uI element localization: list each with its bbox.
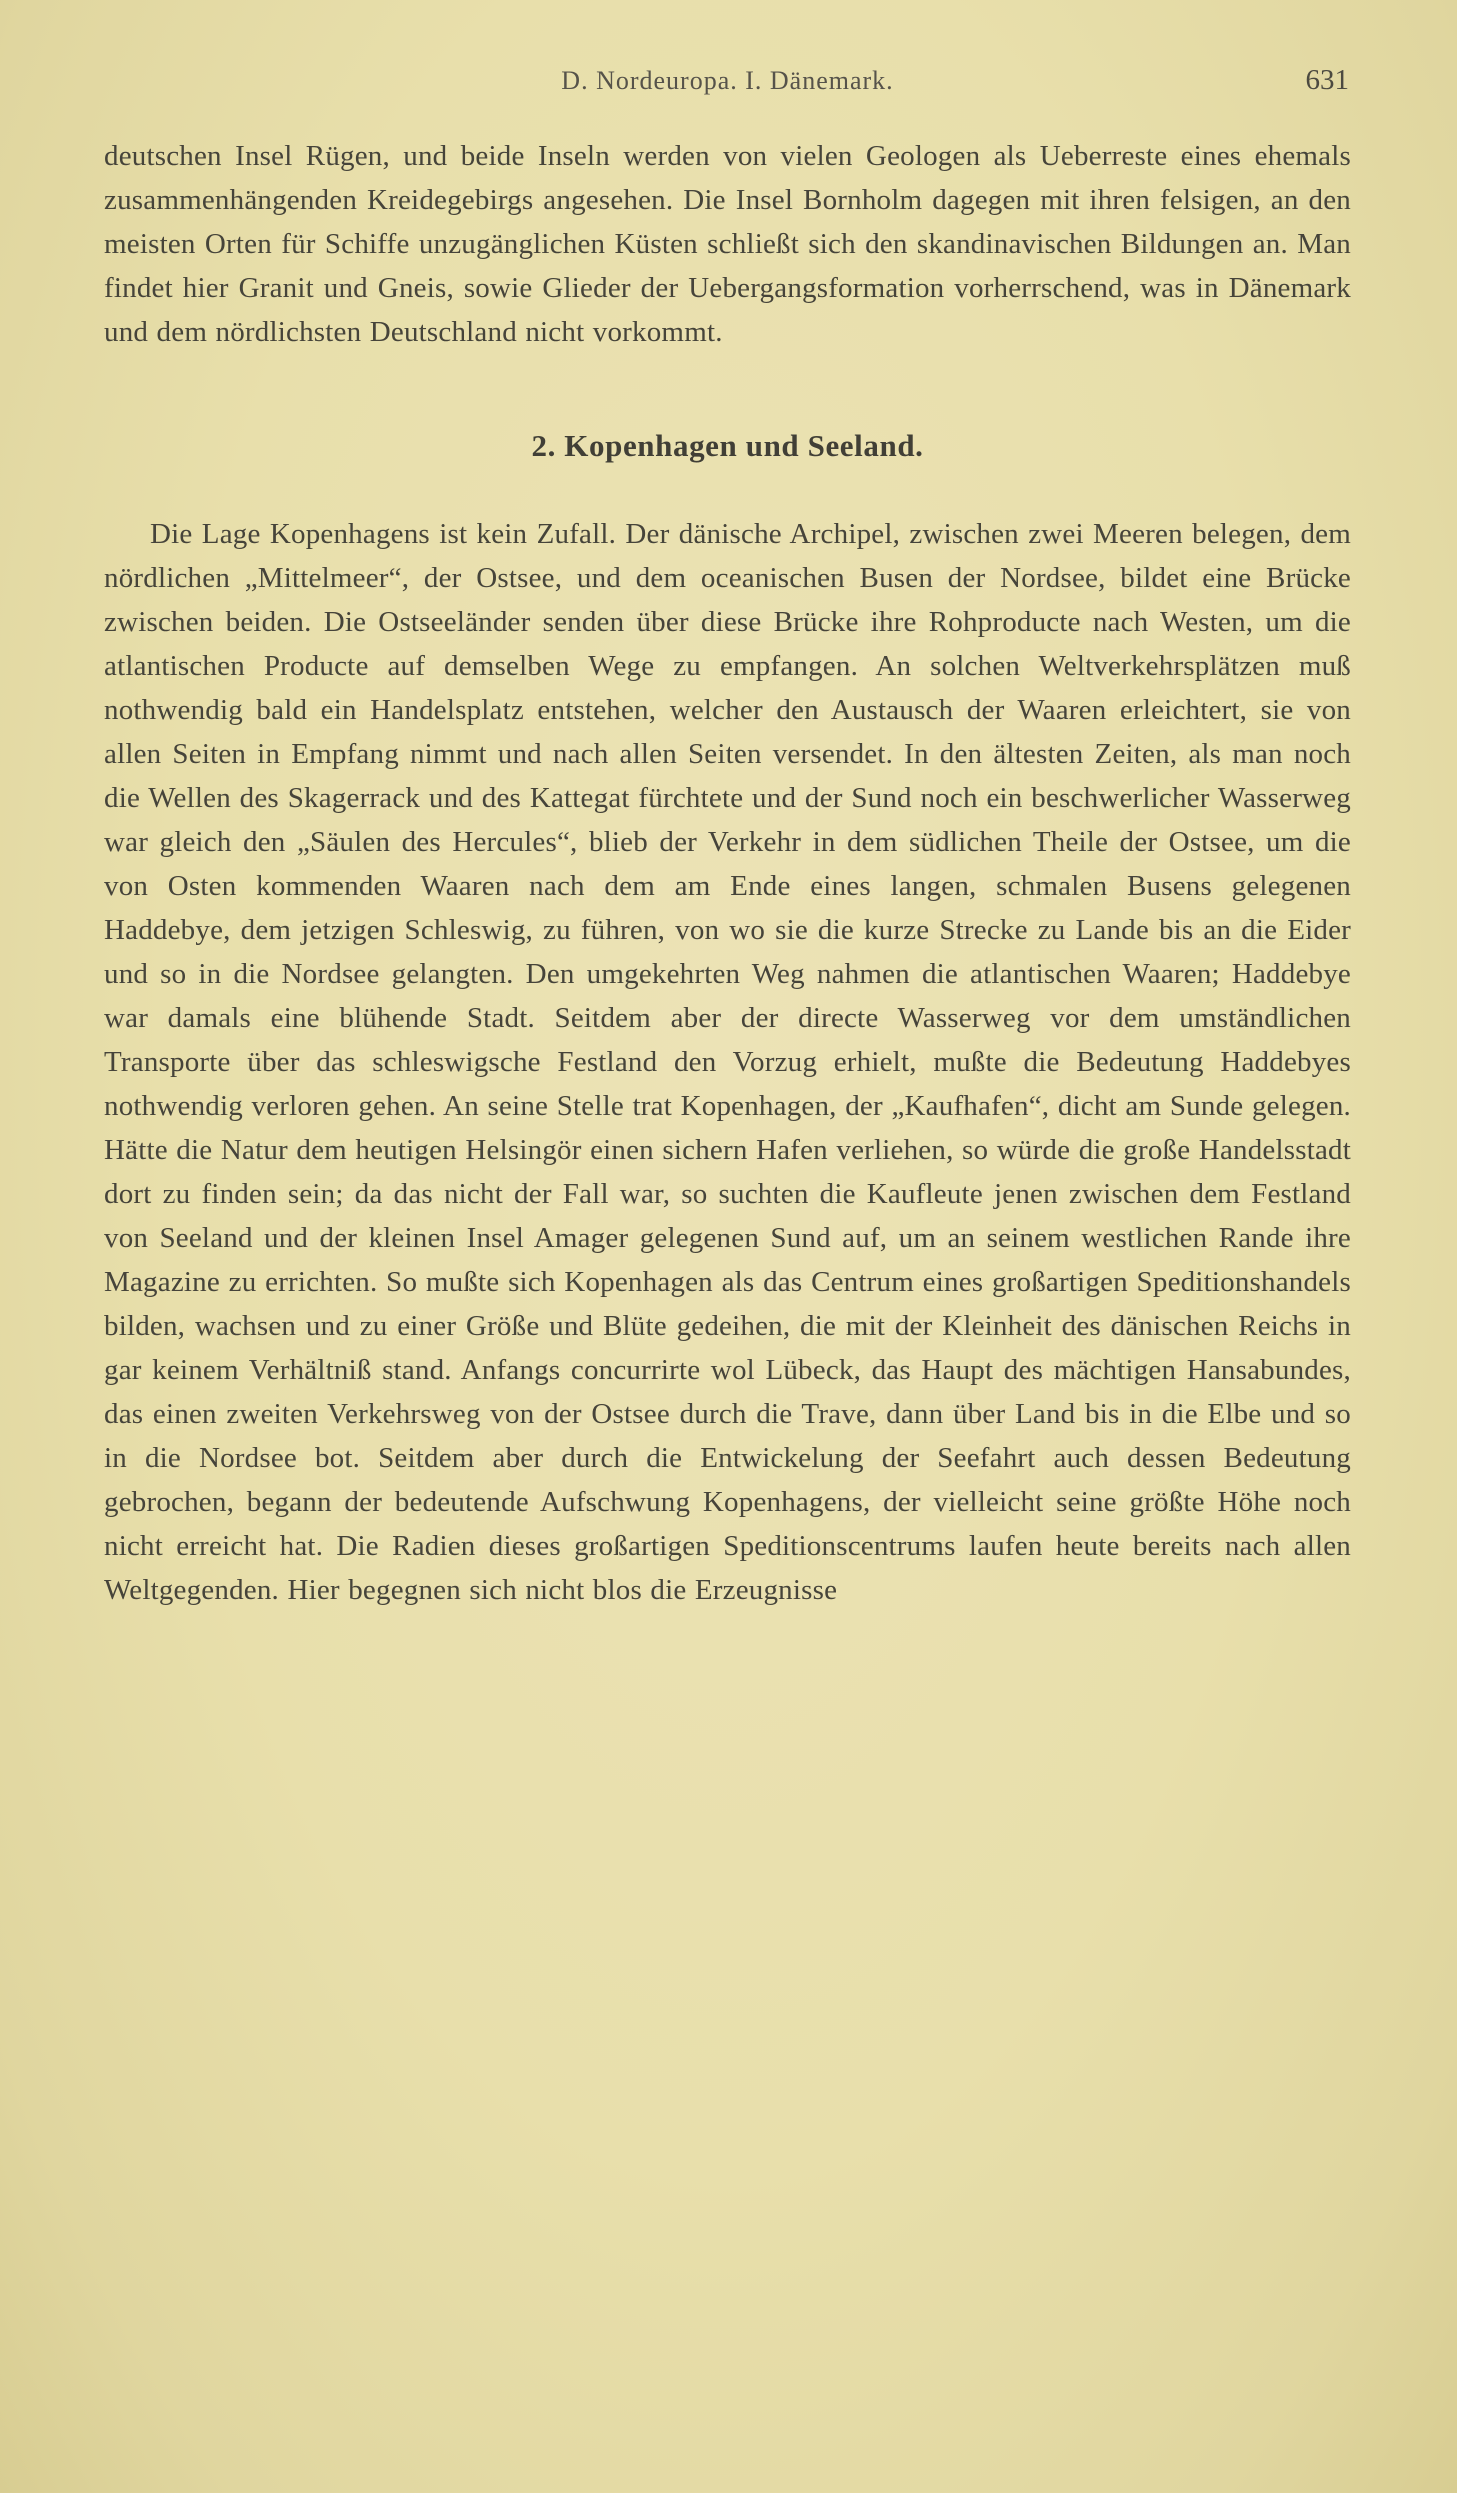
paragraph-continuation: deutschen Insel Rügen, und beide Inseln werden von vielen Geologen als Ueberreste eines ehemals zusammenhängenden Kreidegebirgs angesehen. Die Insel Bornholm dagegen mit ihren felsigen, an den meisten Orten für Schiffe unzugänglichen Küsten schließt sich den skandinavischen Bildungen an. Man findet hier Granit und Gneis, sowie Glieder der Uebergangsformation vorherrschend, was in Dänemark und dem nördlichsten Deutschland nicht vorkommt. bbox=[104, 140, 1351, 348]
running-title: D. Nordeuropa. I. Dänemark. bbox=[561, 66, 894, 95]
page-number: 631 bbox=[1305, 64, 1349, 96]
section-heading: 2. Kopenhagen und Seeland. bbox=[531, 428, 924, 463]
page-header bbox=[104, 66, 1351, 108]
paragraph-main: Die Lage Kopenhagens ist kein Zufall. Der dänische Archipel, zwischen zwei Meeren belegen, dem nördlichen „Mittelmeer“, der Ostsee, und dem oceanischen Busen der Nordsee, bildet eine Brücke zwischen beiden. Die Ostseeländer senden über diese Brücke ihre Rohproducte nach Westen, um die atlantischen Producte auf demselben Wege zu empfangen. An solchen Weltverkehrsplätzen muß nothwendig bald ein Handelsplatz entstehen, welcher den Austausch der Waaren erleichtert, sie von allen Seiten in Empfang nimmt und nach allen Seiten versendet. In den ältesten Zeiten, als man noch die Wellen des Skagerrack und des Kattegat fürchtete und der Sund noch ein beschwerlicher Wasserweg war gleich den „Säulen des Hercules“, blieb der Verkehr in dem südlichen Theile der Ostsee, um die von Osten kommenden Waaren nach dem am Ende eines langen, schmalen Busens gelegenen Haddebye, dem jetzigen Schleswig, zu führen, von wo sie die kurze Strecke zu Lande bis an die Eider und so in die Nordsee gelangten. Den umgekehrten Weg nahmen die atlantischen Waaren; Haddebye war damals eine blühende Stadt. Seitdem aber der directe Wasserweg vor dem umständlichen Transporte über das schleswigsche Festland den Vorzug erhielt, mußte die Bedeutung Haddebyes nothwendig verloren gehen. An seine Stelle trat Kopenhagen, der „Kaufhafen“, dicht am Sunde gelegen. Hätte die Natur dem heutigen Helsingör einen sichern Hafen verliehen, so würde die große Handelsstadt dort zu finden sein; da das nicht der Fall war, so suchten die Kaufleute jenen zwischen dem Festland von Seeland und der kleinen Insel Amager gelegenen Sund auf, um an seinem westlichen Rande ihre Magazine zu errichten. So mußte sich Kopenhagen als das Centrum eines großartigen Speditionshandels bilden, wachsen und zu einer Größe und Blüte gedeihen, die mit der Kleinheit des dänischen Reichs in gar keinem Verhältniß stand. Anfangs concurrirte wol Lübeck, das Haupt des mächtigen Hansabundes, das einen zweiten Verkehrsweg von der Ostsee durch die Trave, dann über Land bis in die Elbe und so in die Nordsee bot. Seitdem aber durch die Entwickelung der Seefahrt auch dessen Bedeutung gebrochen, begann der bedeutende Aufschwung Kopenhagens, der vielleicht seine größte Höhe noch nicht erreicht hat. Die Radien dieses großartigen Speditionscentrums laufen heute bereits nach allen Weltgegenden. Hier begegnen sich nicht blos die Erzeugnisse bbox=[104, 518, 1351, 1606]
